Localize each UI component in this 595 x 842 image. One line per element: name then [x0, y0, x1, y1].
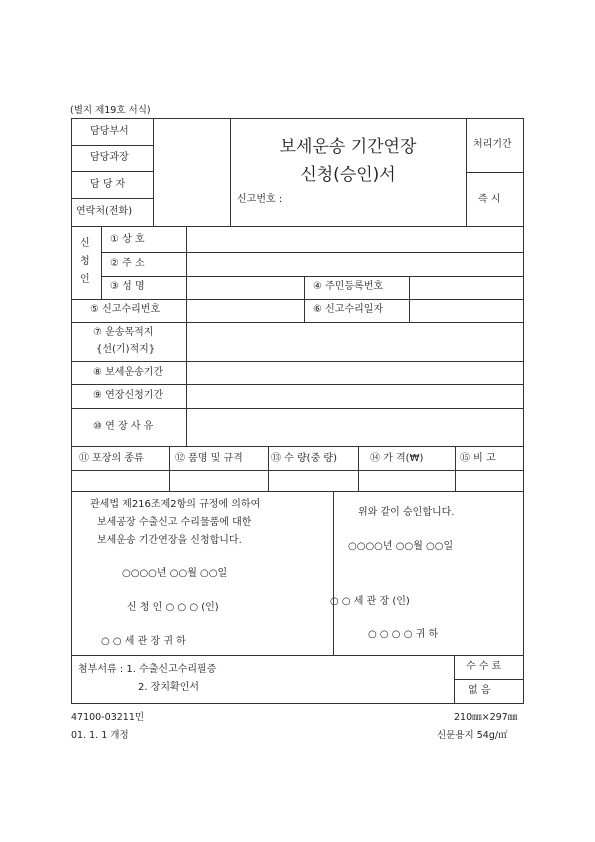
- divider: [101, 276, 524, 277]
- form-tag: (별지 제19호 서식): [70, 105, 151, 116]
- form-title-line2: 신청(승인)서: [300, 165, 396, 185]
- divider: [71, 446, 524, 447]
- divider: [409, 276, 410, 322]
- divider: [466, 118, 467, 226]
- processing-label: 처리기간: [473, 139, 512, 150]
- divider: [71, 384, 524, 385]
- divider: [101, 226, 102, 299]
- divider: [466, 172, 524, 173]
- attachments-line1: 첨부서류 : 1. 수출신고수리필증: [78, 664, 217, 675]
- form-code: 47100-03211민: [71, 712, 145, 723]
- paper-size: 210㎜×297㎜: [454, 712, 518, 723]
- resident-no-label: ④ 주민등록번호: [313, 281, 384, 292]
- destination-sub-label: {선(기)적지}: [96, 344, 156, 355]
- divider: [71, 322, 524, 323]
- divider: [71, 470, 524, 471]
- accept-date-label: ⑥ 신고수리일자: [313, 304, 384, 315]
- goods-header: ⑭ 가 격(₩): [370, 453, 424, 464]
- border-left: [71, 118, 72, 704]
- applicant-char: 청: [80, 256, 90, 267]
- report-no-label: 신고번호 :: [237, 194, 283, 205]
- paper-type: 신문용지 54g/㎡: [437, 730, 508, 741]
- officer-label: 담 당 자: [90, 179, 126, 190]
- fee-label: 수 수 료: [466, 661, 502, 672]
- divider: [71, 198, 153, 199]
- name-label: ③ 성 명: [110, 281, 145, 292]
- addressee: ○ ○ 세 관 장 귀 하: [101, 636, 186, 647]
- divider: [71, 145, 153, 146]
- divider: [304, 276, 305, 322]
- contact-label: 연락처(전화): [76, 206, 133, 217]
- divider: [455, 446, 456, 491]
- extension-period-label: ⑨ 연장신청기간: [93, 390, 164, 401]
- border-right: [523, 118, 524, 704]
- approval-text: 위와 같이 승인합니다.: [358, 507, 455, 518]
- extension-reason-label: ⑩ 연 장 사 유: [93, 421, 154, 432]
- divider: [71, 408, 524, 409]
- accept-no-label: ⑤ 신고수리번호: [90, 304, 161, 315]
- revision-date: 01. 1. 1 개정: [71, 730, 129, 741]
- applicant-signature: 신 청 인 ○ ○ ○ (인): [127, 602, 219, 613]
- border-top: [71, 118, 524, 119]
- divider: [268, 446, 269, 491]
- form-title-line1: 보세운송 기간연장: [279, 137, 417, 157]
- divider: [333, 491, 334, 655]
- destination-label: ⑦ 운송목적지: [93, 327, 154, 338]
- goods-header: ⑮ 비 고: [460, 453, 496, 464]
- approval-date: ○○○○년 ○○월 ○○일: [348, 541, 454, 552]
- divider: [454, 679, 524, 680]
- divider: [101, 252, 524, 253]
- processing-value: 즉 시: [478, 194, 501, 205]
- divider: [186, 226, 187, 446]
- attachments-line2: 2. 장치확인서: [138, 682, 200, 693]
- customs-chief-signature: ○ ○ 세 관 장 (인): [330, 596, 410, 607]
- application-text-1: 관세법 제216조제2항의 규정에 의하여: [90, 499, 261, 510]
- divider: [454, 655, 455, 703]
- application-text-3: 보세운송 기간연장을 신청합니다.: [97, 535, 242, 546]
- divider: [153, 118, 154, 226]
- trade-name-label: ① 상 호: [110, 234, 145, 245]
- application-text-2: 보세공장 수출신고 수리물품에 대한: [97, 517, 252, 528]
- divider: [71, 171, 153, 172]
- border-bottom: [71, 703, 524, 704]
- divider: [169, 446, 170, 491]
- divider: [71, 299, 524, 300]
- divider: [358, 446, 359, 491]
- divider: [71, 491, 524, 492]
- goods-header: ⑫ 품명 및 규격: [175, 453, 243, 464]
- application-date: ○○○○년 ○○월 ○○일: [122, 568, 228, 579]
- goods-header: ⑪ 포장의 종류: [79, 453, 144, 464]
- address-label: ② 주 소: [110, 258, 145, 269]
- applicant-char: 신: [80, 238, 90, 249]
- chief-label: 담당과장: [90, 152, 129, 163]
- dept-label: 담당부서: [90, 126, 129, 137]
- goods-header: ⑬ 수 량(중 량): [271, 453, 337, 464]
- approval-addressee: ○ ○ ○ ○ 귀 하: [368, 629, 439, 640]
- fee-value: 없 음: [468, 685, 491, 696]
- applicant-char: 인: [80, 274, 90, 285]
- divider: [71, 361, 524, 362]
- divider: [71, 655, 524, 656]
- transport-period-label: ⑧ 보세운송기간: [93, 367, 164, 378]
- divider: [71, 226, 524, 227]
